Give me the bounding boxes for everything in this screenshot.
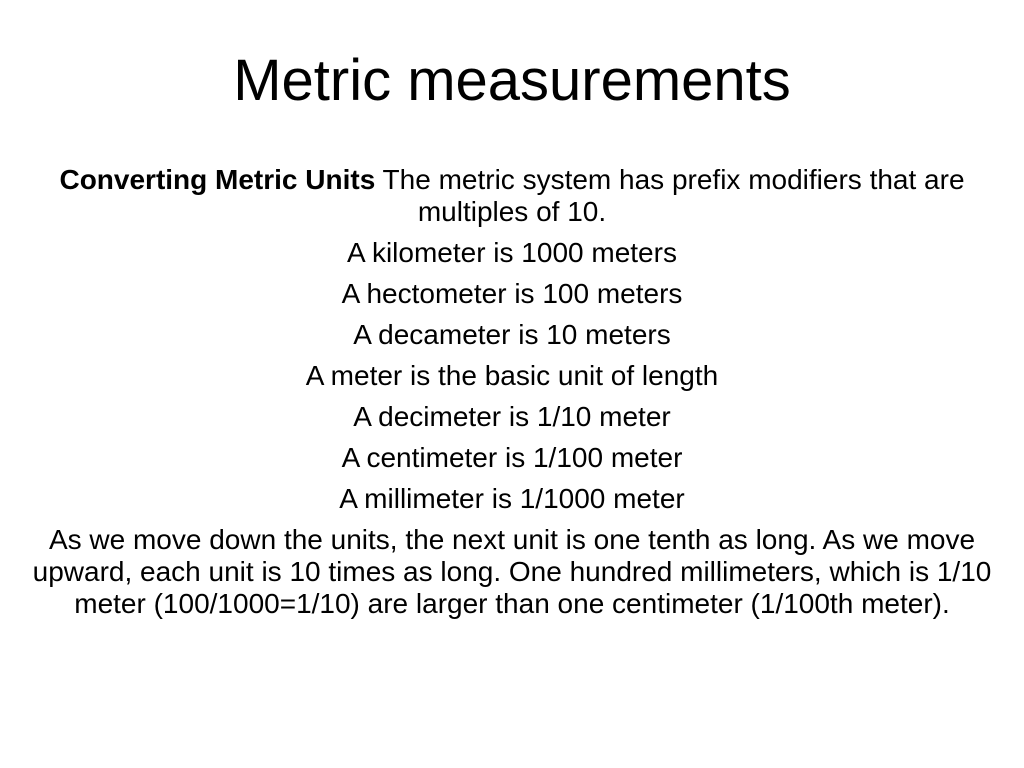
slide-title: Metric measurements [233,48,791,113]
unit-line-decimeter: A decimeter is 1/10 meter [353,401,671,432]
unit-line-kilometer: A kilometer is 1000 meters [347,237,677,268]
unit-line-centimeter: A centimeter is 1/100 meter [341,442,683,473]
slide-body [14,164,1010,629]
unit-line-decameter: A decameter is 10 meters [353,319,671,350]
closing-paragraph: As we move down the units, the next unit is one tenth as long. As we move upward, each unit is 10 times as long. One hundred millimeters, which is 1/10 meter (100/1000=1/10) are larger than one centimeter (1/100th meter). [32,524,992,619]
unit-line-millimeter: A millimeter is 1/1000 meter [339,483,685,514]
intro-text: The metric system has prefix modifiers that are multiples of 10. [375,164,965,227]
unit-line-meter: A meter is the basic unit of length [305,360,719,391]
intro-heading: Converting Metric Units [59,164,376,195]
unit-line-hectometer: A hectometer is 100 meters [341,278,683,309]
intro-paragraph [14,164,1010,228]
